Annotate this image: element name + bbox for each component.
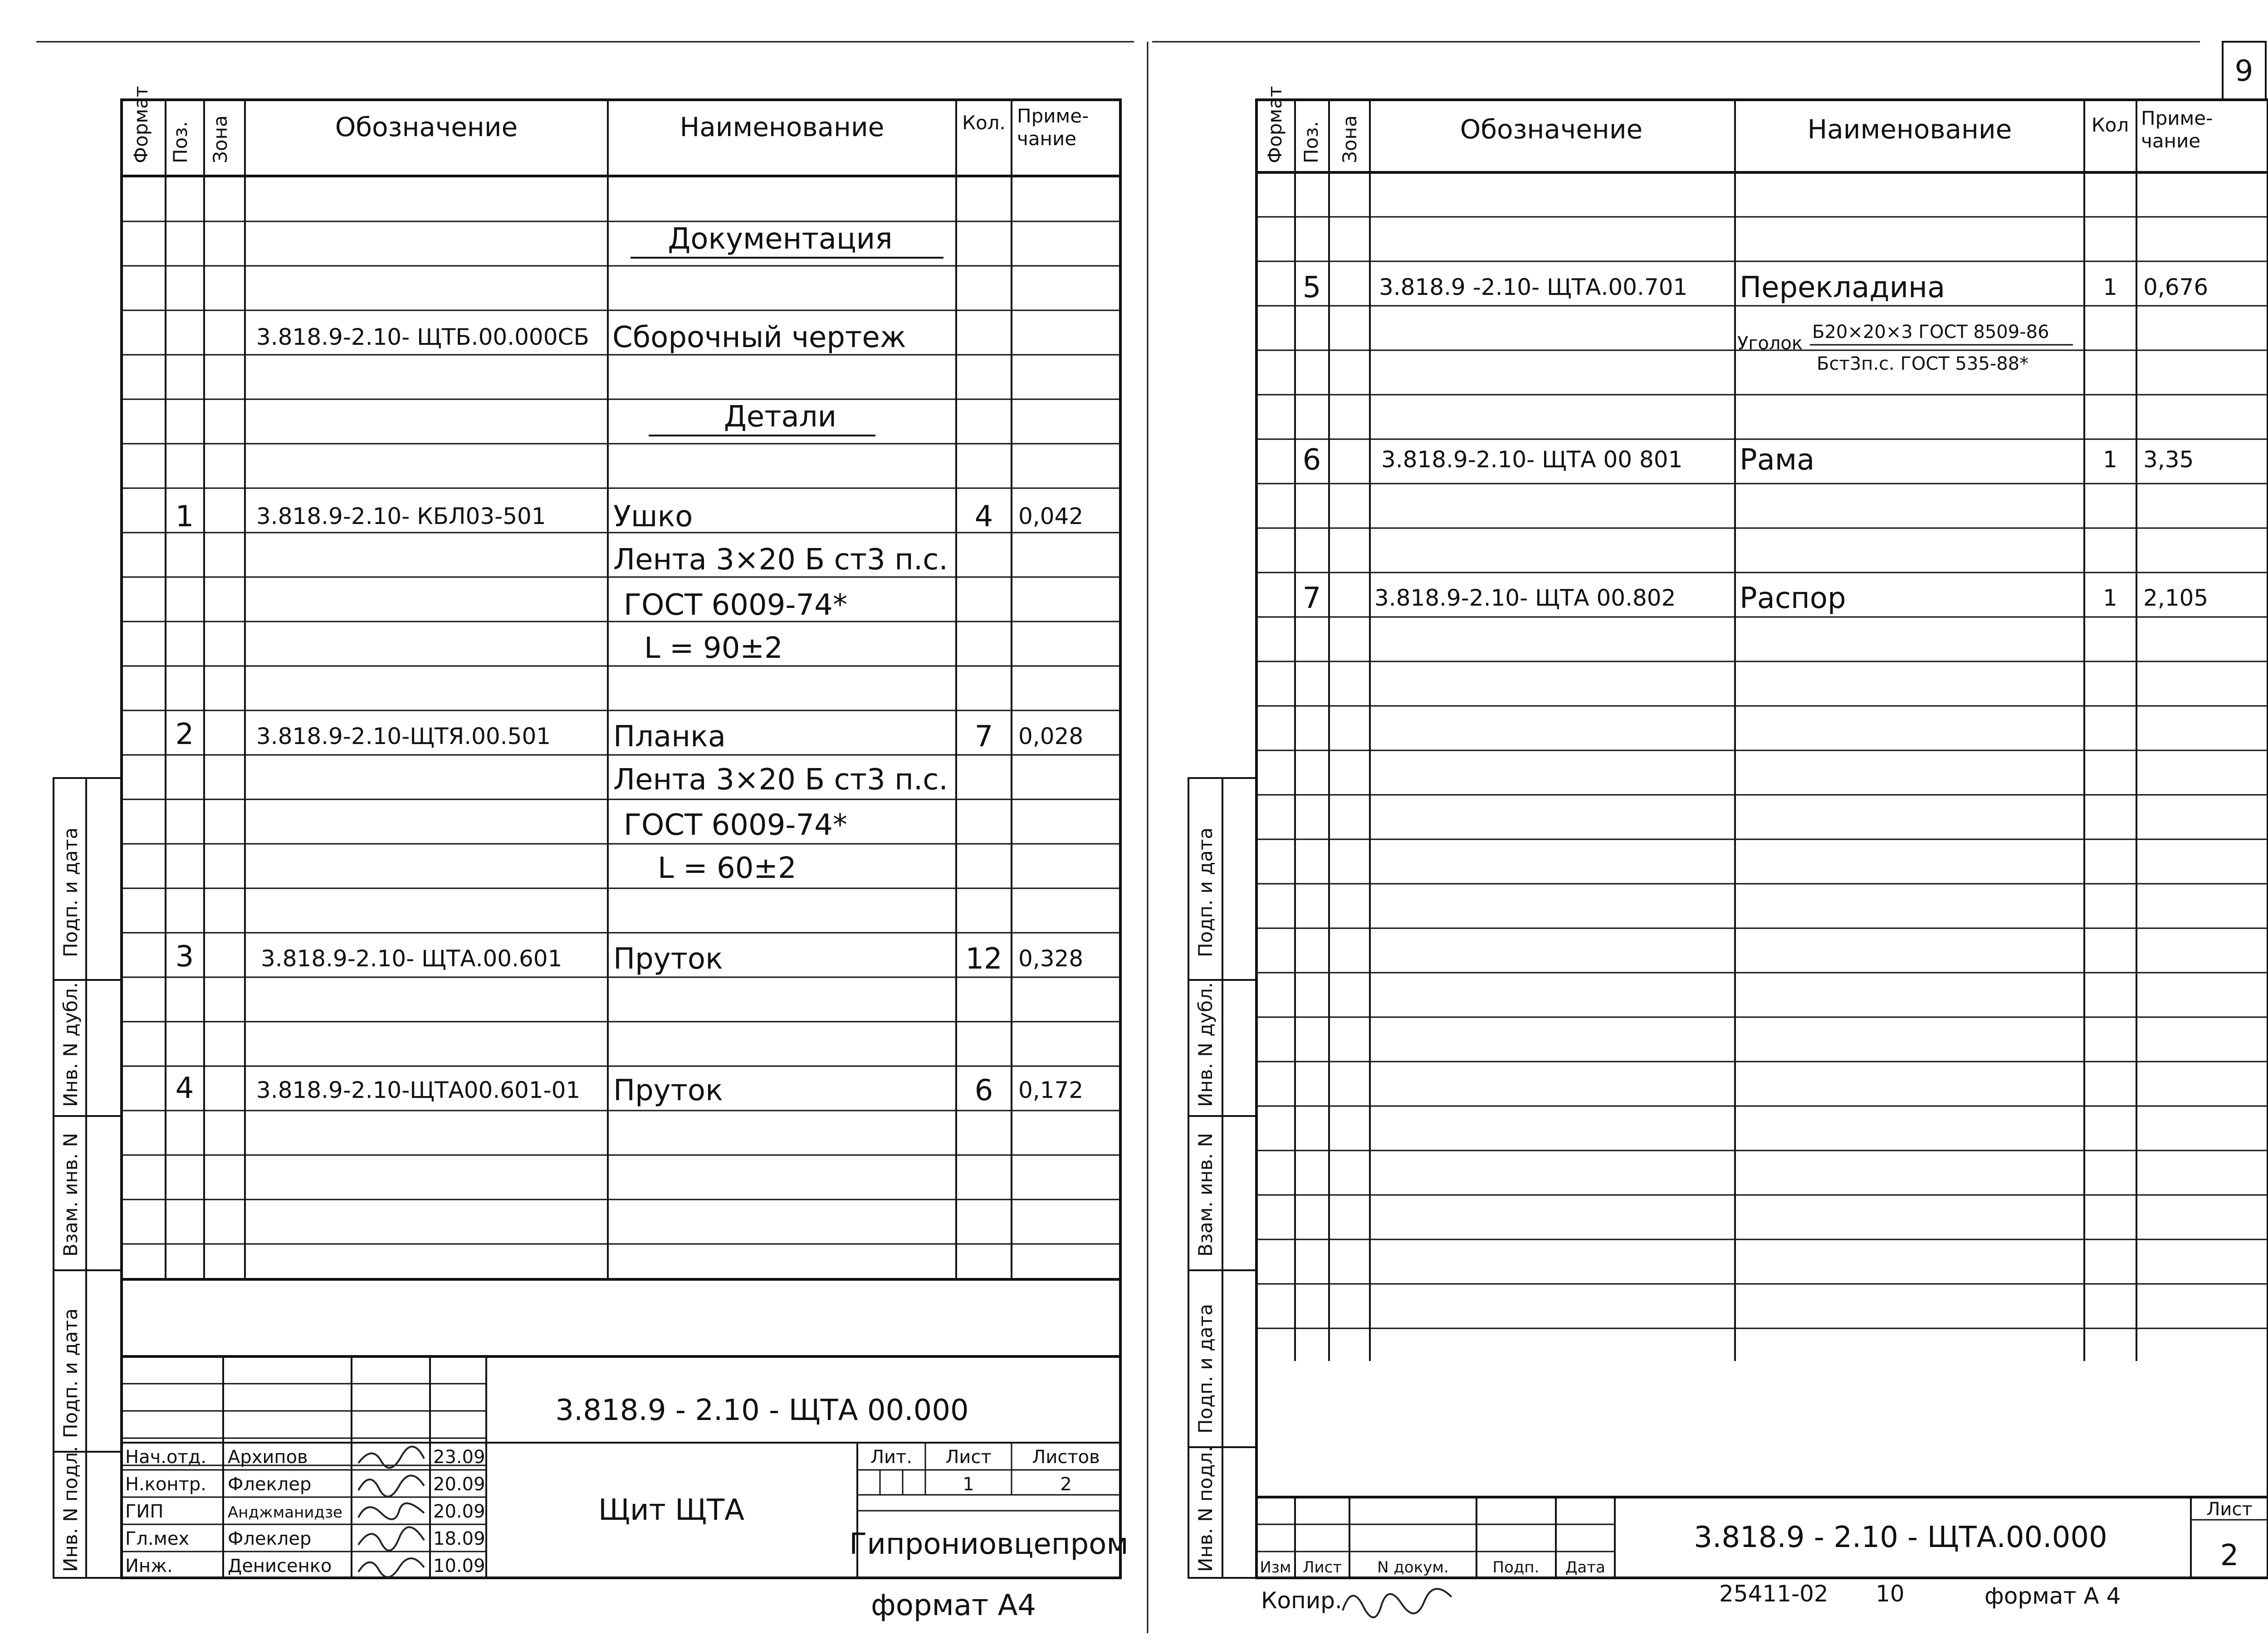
order-number: 25411-02 — [1719, 1581, 1828, 1607]
sheets-label: Листов — [1032, 1447, 1100, 1468]
item-qty: 4 — [974, 500, 993, 534]
tb-col-label: Изм — [1260, 1558, 1291, 1576]
signature-mark — [358, 1447, 424, 1468]
item-designation: 3.818.9-2.10- ЩТА 00 801 — [1381, 446, 1683, 473]
header-zone: Зона — [1339, 115, 1361, 163]
staff-role: ГИП — [125, 1501, 164, 1522]
signature-mark — [358, 1558, 424, 1577]
item-length: L = 90±2 — [644, 632, 783, 665]
header-designation: Обозначение — [335, 112, 518, 142]
margin-label: Инв. N дубл. — [1194, 982, 1217, 1107]
left-title-block — [122, 1356, 1129, 1578]
item-designation: 3.818.9-2.10- ЩТА 00.802 — [1374, 585, 1676, 611]
section-documentation: Документация — [668, 222, 893, 256]
margin-label: Подп. и дата — [59, 1308, 82, 1438]
item-name: Пруток — [613, 942, 723, 976]
organization: Гипрониовцепром — [849, 1528, 1129, 1561]
left-item-3 — [176, 940, 1084, 976]
staff-row — [125, 1556, 485, 1577]
staff-role: Инж. — [125, 1556, 173, 1576]
right-row-lines — [1256, 217, 2268, 1328]
tb-col-label: Подп. — [1492, 1558, 1540, 1576]
staff-date: 20.09 — [433, 1474, 485, 1495]
sheets-count: 2 — [1060, 1474, 1072, 1495]
item-designation: 3.818.9 -2.10- ЩТА.00.701 — [1379, 274, 1688, 300]
material-top: Б20×20×3 ГОСТ 8509-86 — [1812, 322, 2049, 343]
margin-label: Инв. N дубл. — [59, 982, 82, 1107]
header-format: Формат — [130, 86, 152, 163]
header-pos: Поз. — [1300, 121, 1322, 163]
staff-role: Нач.отд. — [125, 1447, 207, 1468]
item-material: Лента 3×20 Б ст3 п.с. — [613, 763, 948, 797]
item-pos: 1 — [175, 500, 194, 534]
item-qty: 1 — [2103, 274, 2117, 300]
item-name: Перекладина — [1740, 271, 1945, 304]
header-format: Формат — [1264, 86, 1286, 163]
footer-page: 10 — [1876, 1581, 1905, 1607]
sheet-number: 1 — [963, 1474, 974, 1495]
item-pos: 4 — [175, 1072, 194, 1105]
section-details: Детали — [723, 400, 837, 434]
tb-col-label: N докум. — [1377, 1558, 1449, 1576]
item-name: Распор — [1740, 582, 1846, 615]
sheet-number: 2 — [2220, 1539, 2239, 1572]
item-designation: 3.818.9-2.10- ЩТА.00.601 — [261, 945, 562, 972]
staff-role: Гл.мех — [125, 1528, 190, 1549]
item-qty: 7 — [974, 720, 993, 754]
signature-mark — [358, 1476, 424, 1497]
staff-row — [125, 1501, 485, 1522]
staff-date: 20.09 — [433, 1501, 485, 1522]
margin-label: Инв. N подл. — [59, 1446, 82, 1572]
staff-row — [125, 1527, 485, 1551]
item-name: Рама — [1740, 443, 1815, 477]
right-item-6 — [1303, 443, 2194, 477]
assembly-designation: 3.818.9-2.10- ЩТБ.00.000СБ — [256, 324, 589, 350]
staff-date: 10.09 — [433, 1556, 485, 1576]
item-designation: 3.818.9-2.10-ЩТА00.601-01 — [256, 1077, 581, 1103]
item-note: 0,042 — [1018, 503, 1084, 529]
item-pos: 6 — [1302, 443, 1321, 477]
staff-name: Денисенко — [228, 1556, 332, 1576]
item-qty: 6 — [974, 1074, 993, 1107]
item-pos: 7 — [1302, 582, 1321, 615]
signature-mark — [358, 1503, 424, 1519]
left-sheet — [54, 86, 1129, 1622]
item-length: L = 60±2 — [658, 852, 797, 885]
staff-name: Флеклер — [228, 1528, 312, 1549]
left-item-1 — [176, 500, 1084, 665]
copied-label: Копир. — [1261, 1587, 1342, 1614]
item-qty: 1 — [2103, 585, 2117, 611]
material-prefix: Уголок — [1737, 333, 1803, 354]
lit-label: Лит. — [870, 1447, 913, 1468]
sheet-label: Лист — [945, 1447, 992, 1468]
copier-signature — [1343, 1589, 1452, 1617]
margin-label: Подп. и дата — [59, 827, 82, 957]
header-note: Приме-чание — [1017, 105, 1089, 150]
item-note: 2,105 — [2143, 585, 2209, 611]
staff-date: 23.09 — [433, 1447, 485, 1468]
header-zone: Зона — [209, 115, 231, 163]
margin-label: Взам. инв. N — [59, 1133, 82, 1257]
staff-name: Флеклер — [228, 1474, 312, 1495]
header-qty: Кол — [2091, 114, 2129, 136]
signature-mark — [358, 1527, 424, 1551]
right-title-block — [1256, 1497, 2268, 1578]
item-designation: 3.818.9-2.10-ЩТЯ.00.501 — [256, 723, 551, 749]
item-standard: ГОСТ 6009-74* — [624, 808, 847, 842]
right-sheet — [1188, 86, 2268, 1617]
document-code: 3.818.9 - 2.10 - ЩТА.00.000 — [1694, 1521, 2107, 1554]
staff-date: 18.09 — [433, 1528, 485, 1549]
item-qty: 1 — [2103, 446, 2117, 473]
item-note: 0,676 — [2143, 274, 2209, 300]
item-designation: 3.818.9-2.10- КБЛ03-501 — [256, 503, 546, 529]
item-note: 0,028 — [1018, 723, 1084, 749]
header-pos: Поз. — [169, 121, 191, 163]
assembly-name: Сборочный чертеж — [612, 321, 906, 354]
right-item-5 — [1303, 271, 2209, 374]
item-standard: ГОСТ 6009-74* — [624, 588, 847, 622]
header-name: Наименование — [1807, 114, 2012, 145]
header-name: Наименование — [679, 112, 885, 142]
right-margin-strip — [1188, 778, 1256, 1578]
staff-name: Анджманидзе — [228, 1503, 342, 1522]
tb-col-label: Дата — [1565, 1558, 1606, 1576]
header-note: Приме-чание — [2141, 107, 2213, 152]
margin-label: Взам. инв. N — [1194, 1133, 1217, 1257]
page-number: 9 — [2234, 54, 2253, 88]
item-note: 3,35 — [2143, 446, 2194, 473]
document-code: 3.818.9 - 2.10 - ЩТА 00.000 — [555, 1394, 969, 1427]
tb-col-label: Лист — [1302, 1558, 1342, 1576]
staff-row — [125, 1474, 485, 1497]
item-pos: 2 — [175, 718, 194, 751]
left-item-2 — [176, 718, 1084, 885]
item-note: 0,328 — [1018, 945, 1084, 972]
item-pos: 3 — [175, 940, 194, 974]
item-name: Планка — [613, 720, 726, 754]
margin-label: Инв. N подл. — [1194, 1446, 1217, 1572]
header-designation: Обозначение — [1460, 114, 1643, 145]
left-margin-strip — [54, 778, 122, 1578]
item-material: Лента 3×20 Б ст3 п.с. — [613, 543, 948, 577]
format-note: формат А4 — [871, 1589, 1036, 1622]
item-qty: 12 — [965, 942, 1002, 976]
left-item-4 — [176, 1072, 1084, 1107]
item-name: Ушко — [613, 500, 693, 534]
margin-label: Подп. и дата — [1194, 1303, 1217, 1434]
right-item-7 — [1303, 582, 2209, 615]
item-pos: 5 — [1302, 271, 1321, 304]
material-bottom: Бст3п.с. ГОСТ 535-88* — [1817, 353, 2029, 374]
product-name: Щит ЩТА — [598, 1493, 745, 1527]
header-qty: Кол. — [962, 112, 1006, 134]
staff-role: Н.контр. — [125, 1474, 206, 1495]
staff-name: Архипов — [228, 1447, 308, 1468]
margin-label: Подп. и дата — [1194, 827, 1217, 957]
format-note: формат А 4 — [1984, 1583, 2121, 1609]
sheet-label: Лист — [2206, 1499, 2253, 1520]
item-name: Пруток — [613, 1074, 723, 1107]
staff-row — [125, 1447, 485, 1468]
item-note: 0,172 — [1018, 1077, 1084, 1103]
right-footer — [1261, 1581, 2121, 1617]
